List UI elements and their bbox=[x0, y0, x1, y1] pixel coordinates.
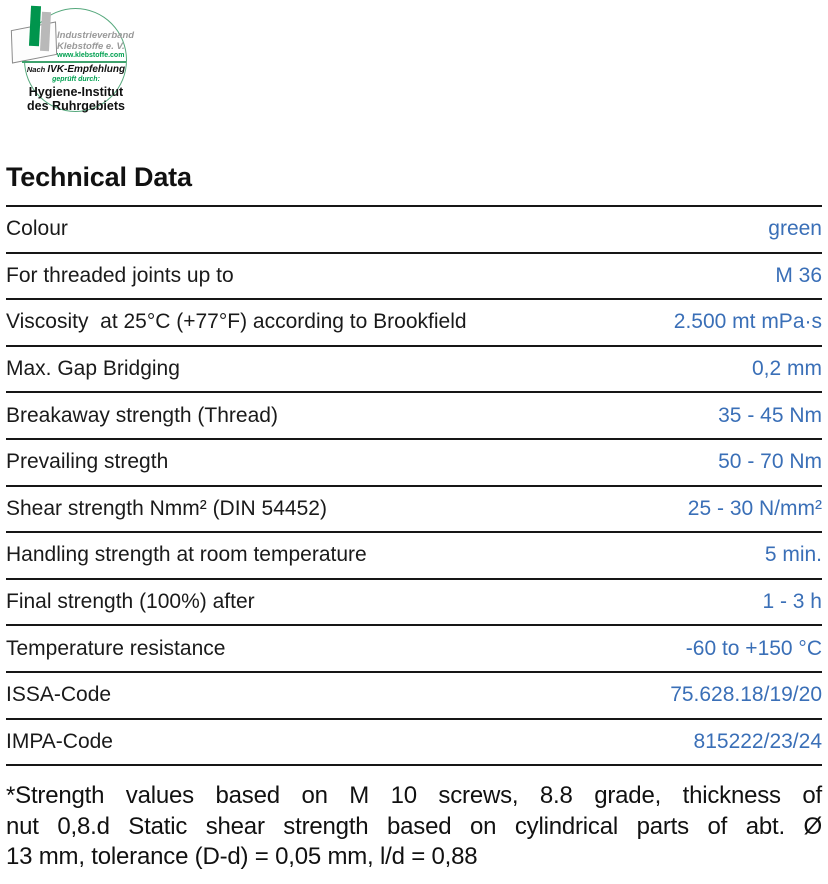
row-label: Max. Gap Bridging bbox=[6, 357, 180, 381]
table-row-shear-strength bbox=[6, 485, 822, 532]
seal-recommendation-text: IVK-Empfehlung bbox=[47, 64, 126, 75]
table-row-threaded-joints bbox=[6, 252, 822, 299]
logo-org-line2: Klebstoffe e. V. bbox=[57, 40, 125, 52]
row-value: green bbox=[768, 217, 822, 241]
footnote-line3: 13 mm, tolerance (D-d) = 0,05 mm, l/d = 0,88 bbox=[6, 843, 478, 870]
seal-approved-by: geprüft durch: bbox=[52, 76, 100, 83]
table-row-impa-code bbox=[6, 718, 822, 765]
table-row-prevailing-strength bbox=[6, 438, 822, 485]
seal-divider-line bbox=[22, 61, 126, 63]
row-label: Colour bbox=[6, 217, 68, 241]
footnote bbox=[6, 781, 822, 873]
logo-website: www.klebstoffe.com bbox=[57, 52, 125, 59]
row-label: For threaded joints up to bbox=[6, 263, 234, 287]
row-value: 1 - 3 h bbox=[762, 590, 822, 614]
row-label: ISSA-Code bbox=[6, 683, 112, 707]
seal-recommendation bbox=[24, 64, 128, 75]
seal-institute-line2: des Ruhrgebiets bbox=[27, 98, 125, 113]
ivk-certification-seal bbox=[0, 0, 200, 140]
row-value: 0,2 mm bbox=[751, 357, 822, 381]
row-label: Final strength (100%) after bbox=[6, 590, 255, 614]
table-row-temperature-resistance bbox=[6, 624, 822, 671]
table-row-issa-code bbox=[6, 671, 822, 718]
seal-institute-line1: Hygiene-Institut bbox=[28, 85, 124, 99]
row-value: 2.500 mt mPa·s bbox=[673, 310, 822, 334]
page-title: Technical Data bbox=[6, 162, 192, 192]
seal-text-block bbox=[24, 64, 128, 113]
logo-org-line1: Industrieverband bbox=[57, 30, 135, 41]
table-row-final-strength bbox=[6, 578, 822, 625]
technical-data-table bbox=[6, 205, 822, 766]
table-row-breakaway-strength bbox=[6, 391, 822, 438]
seal-institute bbox=[24, 86, 128, 113]
row-label: Viscosity at 25°C (+77°F) according to Brookfield bbox=[6, 310, 467, 334]
row-value: 25 - 30 N/mm² bbox=[687, 496, 822, 520]
table-row-handling-strength bbox=[6, 531, 822, 578]
row-value: -60 to +150 °C bbox=[685, 636, 822, 660]
footnote-line2: nut 0,8.d Static shear strength based on cylindrical parts of abt. Ø bbox=[6, 812, 822, 840]
seal-recommendation-prefix: Nach bbox=[26, 65, 48, 74]
row-value: 75.628.18/19/20 bbox=[670, 683, 822, 707]
row-label: Prevailing stregth bbox=[6, 450, 169, 474]
row-value: 5 min. bbox=[764, 543, 822, 567]
logo-green-bar-icon bbox=[29, 6, 41, 46]
row-value: M 36 bbox=[775, 263, 822, 287]
table-row-colour bbox=[6, 205, 822, 252]
table-row-viscosity bbox=[6, 298, 822, 345]
footnote-line1: *Strength values based on M 10 screws, 8.8 grade, thickness of bbox=[6, 782, 822, 809]
row-value: 50 - 70 Nm bbox=[718, 450, 822, 474]
row-label: Breakaway strength (Thread) bbox=[6, 403, 278, 427]
row-label: Handling strength at room temperature bbox=[6, 543, 367, 567]
table-row-gap-bridging bbox=[6, 345, 822, 392]
row-value: 35 - 45 Nm bbox=[718, 403, 822, 427]
row-value: 815222/23/24 bbox=[693, 729, 822, 753]
row-label: IMPA-Code bbox=[6, 729, 113, 753]
row-label: Shear strength Nmm² (DIN 54452) bbox=[6, 496, 327, 520]
logo-organization-name bbox=[57, 31, 134, 52]
row-label: Temperature resistance bbox=[6, 636, 226, 660]
